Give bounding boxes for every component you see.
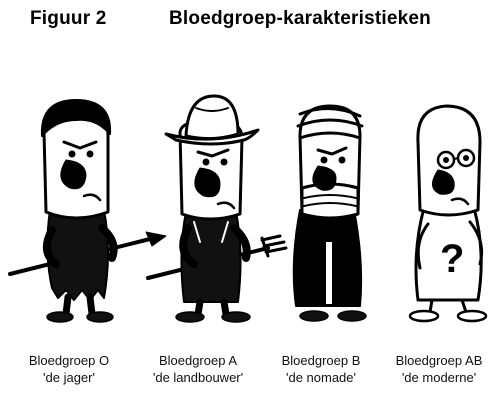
caption-blood-group-ab: [374, 352, 501, 386]
nomad-figure: [294, 106, 366, 321]
caption-name: Bloedgroep AB: [395, 353, 483, 368]
farmer-figure: [148, 96, 286, 322]
question-mark: ?: [440, 237, 465, 281]
blood-type-illustration: [0, 92, 501, 324]
figure-title: Bloedgroep-karakteristieken: [169, 8, 431, 29]
caption-blood-group-o: [4, 352, 134, 386]
figure-header: [30, 6, 491, 36]
caption-nickname: 'de landbouwer': [152, 370, 244, 385]
caption-name: Bloedgroep O: [28, 353, 110, 368]
hunter-figure: [10, 100, 166, 322]
caption-nickname: 'de jager': [43, 370, 95, 385]
caption-name: Bloedgroep B: [281, 353, 361, 368]
caption-name: Bloedgroep A: [158, 353, 238, 368]
caption-nickname: 'de nomade': [285, 370, 356, 385]
figure-captions: [0, 352, 501, 408]
caption-blood-group-a: [133, 352, 263, 386]
caption-nickname: 'de moderne': [401, 370, 477, 385]
caption-blood-group-b: [256, 352, 386, 386]
figure-label: Figuur 2: [30, 8, 107, 29]
modern-figure: [410, 106, 486, 321]
